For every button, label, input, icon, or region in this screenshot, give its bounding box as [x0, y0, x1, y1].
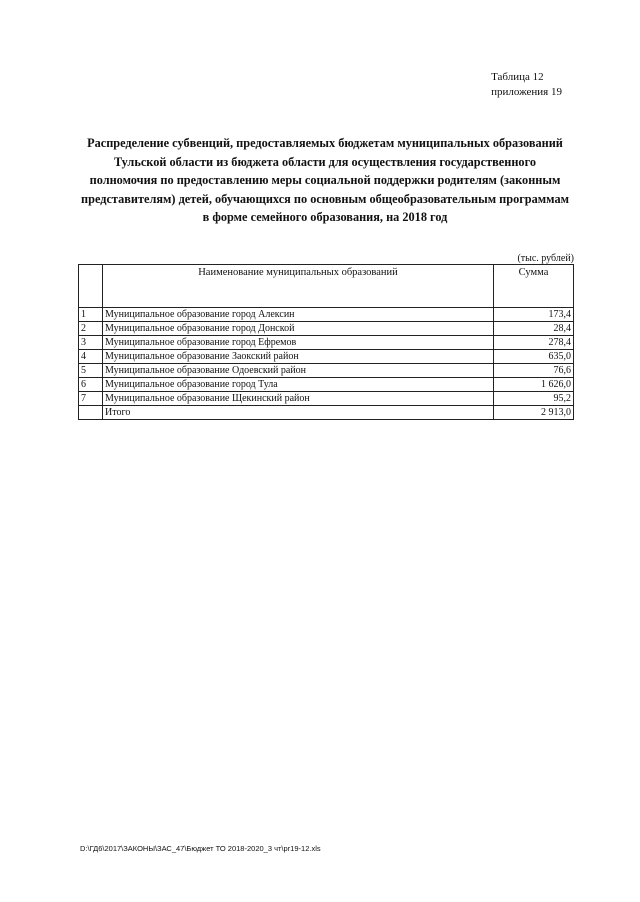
distribution-table: [78, 264, 574, 420]
total-sum: 2 913,0: [494, 406, 574, 420]
table-row: [79, 378, 574, 392]
table-row: [79, 350, 574, 364]
table-row: [79, 336, 574, 350]
row-sum: 173,4: [494, 308, 574, 322]
document-title: Распределение субвенций, предоставляемых бюджетам муниципальных образований Тульской области из бюджета области для осуществления государственного полномочия по предоставлению меры социальной поддержки родителям (законным представителям) детей, обучающихся по основным общеобразовательным программам в форме семейного образования, на 2018 год: [81, 136, 569, 224]
total-number: [79, 406, 103, 420]
row-name: Муниципальное образование город Донской: [103, 322, 494, 336]
header-name-cell: Наименование муниципальных образований: [103, 265, 494, 308]
table-row: [79, 322, 574, 336]
row-name: Муниципальное образование город Тула: [103, 378, 494, 392]
file-path-footer: D:\ГД6\2017\ЗАКОНЫ\ЗАС_47\Бюджет ТО 2018-2020_3 чт\pr19-12.xls: [80, 844, 321, 853]
table-row: [79, 364, 574, 378]
row-name: Муниципальное образование Заокский район: [103, 350, 494, 364]
row-sum: 28,4: [494, 322, 574, 336]
appendix-number: приложения 19: [491, 86, 562, 98]
row-sum: 635,0: [494, 350, 574, 364]
row-number: 5: [79, 364, 103, 378]
header-sum-cell: Сумма: [494, 265, 574, 308]
table-number: Таблица 12: [491, 71, 544, 83]
row-number: 4: [79, 350, 103, 364]
table-row: [79, 392, 574, 406]
table-reference: [491, 70, 562, 100]
header-number-cell: [79, 265, 103, 308]
row-number: 6: [79, 378, 103, 392]
row-name: Муниципальное образование Одоевский район: [103, 364, 494, 378]
units-label: (тыс. рублей): [517, 253, 574, 264]
row-sum: 95,2: [494, 392, 574, 406]
row-number: 1: [79, 308, 103, 322]
row-name: Муниципальное образование город Алексин: [103, 308, 494, 322]
row-sum: 1 626,0: [494, 378, 574, 392]
row-name: Муниципальное образование Щекинский район: [103, 392, 494, 406]
row-number: 3: [79, 336, 103, 350]
row-sum: 278,4: [494, 336, 574, 350]
table-header-row: [79, 265, 574, 308]
table-row: [79, 308, 574, 322]
row-sum: 76,6: [494, 364, 574, 378]
table-total-row: [79, 406, 574, 420]
row-number: 7: [79, 392, 103, 406]
row-name: Муниципальное образование город Ефремов: [103, 336, 494, 350]
row-number: 2: [79, 322, 103, 336]
total-label: Итого: [103, 406, 494, 420]
